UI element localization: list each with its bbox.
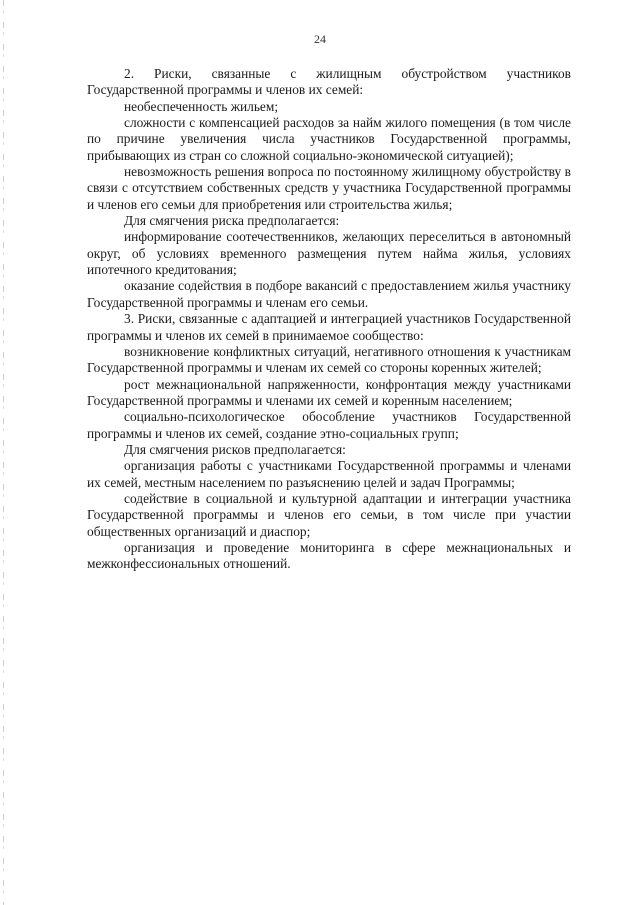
paragraph-mitigation-intro-2: Для смягчения рисков предполагается: [124,441,346,457]
paragraph-rent-compensation: сложности с компенсацией расходов за найм жилого помещения (в том числе по причине увеличения числа участников Государственной программы, прибывающих из стран со сложной социально-экономической ситуацией); [87,115,571,163]
paragraph-social-isolation: социально-психологическое обособление участников Государственной программы и членов их семей, создание этно-социальных групп; [87,409,571,441]
paragraph-conflict-situations: возникновение конфликтных ситуаций, негативного отношения к участникам Государственной программы и членам их семей со стороны коренных жителей; [87,343,571,376]
paragraph-mitigation-intro: Для смягчения риска предполагается: [124,213,340,229]
paragraph-adaptation-risks-heading: 3. Риски, связанные с адаптацией и интеграцией участников Государственной программы и членов их семей в принимаемое сообщество: [87,311,571,343]
paragraph-interethnic-tension: рост межнациональной напряженности, конфронтация между участниками Государственной программы и членами их семей и коренным населением; [87,376,571,408]
document-body [87,66,571,573]
paragraph-lack-of-housing: необеспеченность жильем; [124,98,279,114]
paragraph-work-with-participants: организация работы с участниками Государственной программы и членами их семей, местным населением по разъяснению целей и задач Программы; [87,458,571,490]
paragraph-informing-compatriots: информирование соотечественников, желающих переселиться в автономный округ, об условиях временного размещения путем найма жилья, условиях ипотечного кредитования; [87,229,571,278]
paragraph-adaptation-assistance: содействие в социальной и культурной адаптации и интеграции участника Государственной программы и членов его семьи, в том числе при участии общественных организаций и диаспор; [87,490,571,539]
scan-edge-artifact [3,0,4,905]
paragraph-monitoring: организация и проведение мониторинга в сфере межнациональных и межконфессиональных отношений. [87,539,571,572]
paragraph-housing-risks-heading: 2. Риски, связанные с жилищным обустройством участников Государственной программы и членов их семей: [87,66,571,98]
paragraph-job-assistance: оказание содействия в подборе вакансий с предоставлением жилья участнику Государственной программы и членам его семьи. [87,278,571,310]
page-number: 24 [314,32,326,46]
paragraph-housing-impossibility: невозможность решения вопроса по постоянному жилищному обустройству в связи с отсутствием собственных средств у участника Государственной программы и членов его семьи для приобретения или строительства жилья; [87,164,571,212]
